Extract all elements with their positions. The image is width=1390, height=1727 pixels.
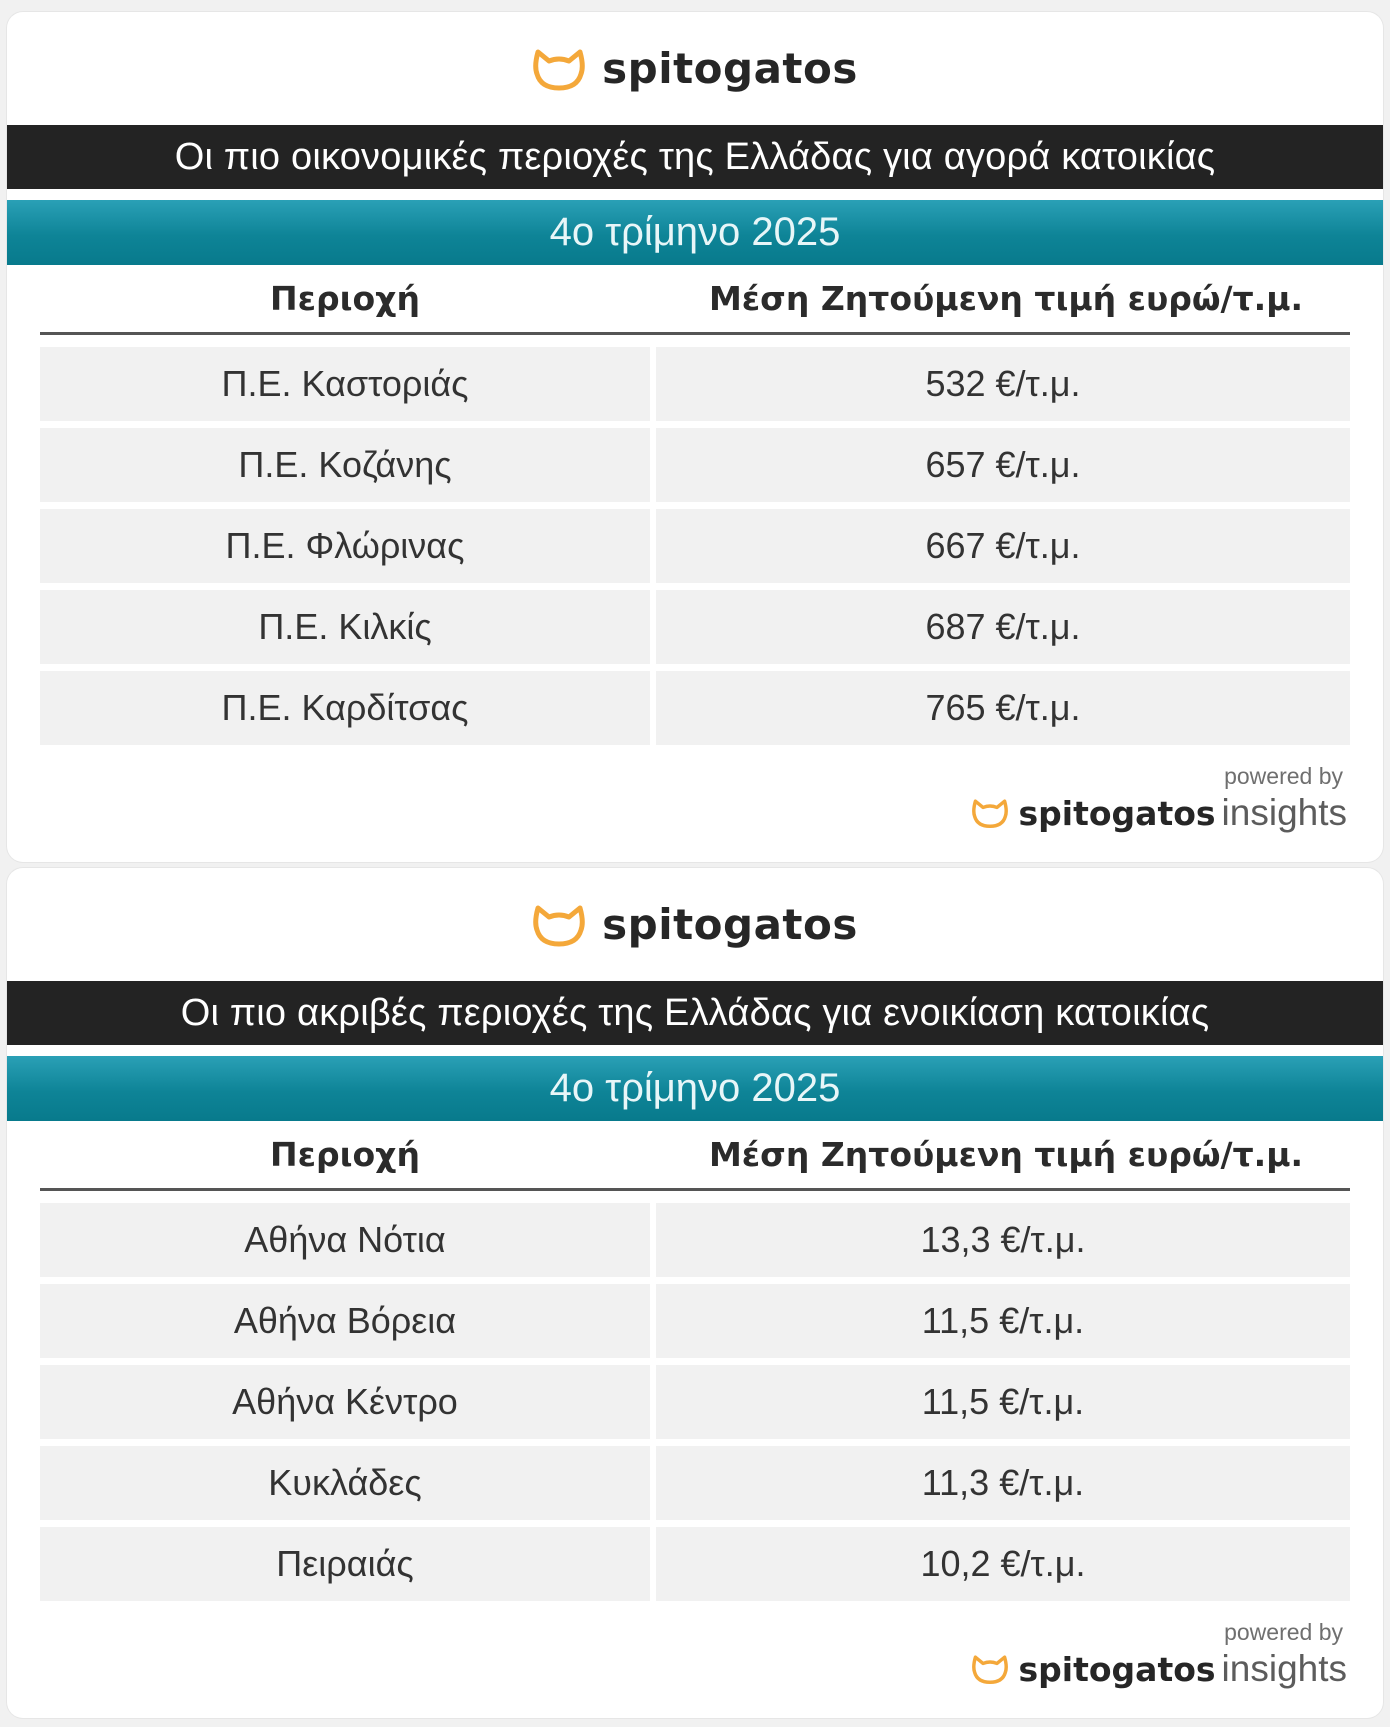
powered-brand-suffix: insights — [1221, 1648, 1347, 1689]
price-cell: 10,2 €/τ.μ. — [656, 1527, 1350, 1601]
header-region: Περιοχή — [270, 279, 420, 318]
table-row — [40, 1527, 1350, 1601]
price-cell: 667 €/τ.μ. — [656, 509, 1350, 583]
powered-brand-suffix: insights — [1221, 792, 1347, 833]
brand-name: spitogatos — [602, 44, 858, 93]
table-row — [40, 509, 1350, 583]
table-header — [40, 265, 1350, 335]
powered-brand — [971, 1648, 1347, 1690]
period-label: 4ο τρίμηνο 2025 — [7, 200, 1383, 265]
brand-name: spitogatos — [602, 900, 858, 949]
table-row — [40, 347, 1350, 421]
table-row — [40, 1203, 1350, 1277]
price-cell: 532 €/τ.μ. — [656, 347, 1350, 421]
period-label: 4ο τρίμηνο 2025 — [7, 1056, 1383, 1121]
price-cell: 687 €/τ.μ. — [656, 590, 1350, 664]
powered-by-label: powered by — [1224, 763, 1343, 789]
table-title: Οι πιο ακριβές περιοχές της Ελλάδας για ενοικίαση κατοικίας — [7, 981, 1383, 1045]
infographic-card-rent — [7, 868, 1383, 1718]
cat-head-icon — [532, 902, 586, 948]
powered-brand — [971, 792, 1347, 834]
region-cell: Π.Ε. Καρδίτσας — [40, 671, 650, 745]
brand-header — [7, 868, 1383, 981]
table-row — [40, 1446, 1350, 1520]
divider — [7, 1045, 1383, 1056]
region-cell: Αθήνα Βόρεια — [40, 1284, 650, 1358]
region-cell: Αθήνα Κέντρο — [40, 1365, 650, 1439]
price-cell: 765 €/τ.μ. — [656, 671, 1350, 745]
price-cell: 657 €/τ.μ. — [656, 428, 1350, 502]
region-cell: Π.Ε. Κοζάνης — [40, 428, 650, 502]
table-row — [40, 1365, 1350, 1439]
table-body — [40, 1191, 1350, 1601]
region-cell: Π.Ε. Κιλκίς — [40, 590, 650, 664]
table-body — [40, 335, 1350, 745]
header-price: Μέση Ζητούμενη τιμή ευρώ/τ.μ. — [708, 279, 1304, 318]
infographic-card-purchase — [7, 12, 1383, 862]
divider — [7, 189, 1383, 200]
cat-head-icon — [971, 797, 1009, 829]
region-cell: Π.Ε. Φλώρινας — [40, 509, 650, 583]
price-cell: 11,3 €/τ.μ. — [656, 1446, 1350, 1520]
brand-header — [7, 12, 1383, 125]
table-title: Οι πιο οικονομικές περιοχές της Ελλάδας για αγορά κατοικίας — [7, 125, 1383, 189]
powered-brand-name: spitogatos — [1018, 793, 1216, 833]
table-row — [40, 590, 1350, 664]
table-row — [40, 428, 1350, 502]
region-cell: Αθήνα Νότια — [40, 1203, 650, 1277]
header-region: Περιοχή — [270, 1135, 420, 1174]
powered-by-footer — [971, 1619, 1347, 1690]
price-table — [40, 265, 1350, 745]
price-cell: 13,3 €/τ.μ. — [656, 1203, 1350, 1277]
region-cell: Πειραιάς — [40, 1527, 650, 1601]
table-row — [40, 1284, 1350, 1358]
price-cell: 11,5 €/τ.μ. — [656, 1365, 1350, 1439]
region-cell: Κυκλάδες — [40, 1446, 650, 1520]
cat-head-icon — [532, 46, 586, 92]
price-table — [40, 1121, 1350, 1601]
header-price: Μέση Ζητούμενη τιμή ευρώ/τ.μ. — [708, 1135, 1304, 1174]
cat-head-icon — [971, 1653, 1009, 1685]
table-row — [40, 671, 1350, 745]
powered-brand-name: spitogatos — [1018, 1649, 1216, 1689]
region-cell: Π.Ε. Καστοριάς — [40, 347, 650, 421]
price-cell: 11,5 €/τ.μ. — [656, 1284, 1350, 1358]
table-header — [40, 1121, 1350, 1191]
powered-by-footer — [971, 763, 1347, 834]
powered-by-label: powered by — [1224, 1619, 1343, 1645]
